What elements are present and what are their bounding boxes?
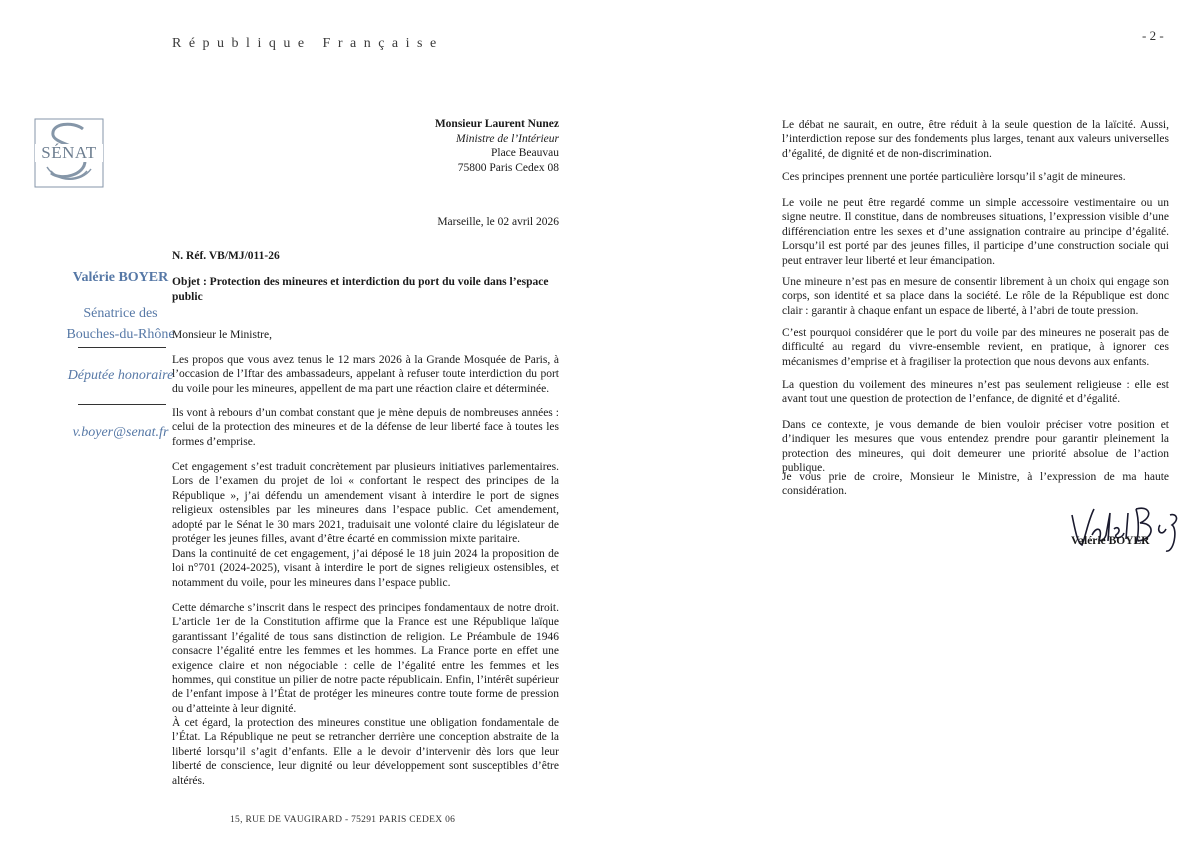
sender-honorary-title: Députée honoraire <box>67 368 174 383</box>
body-paragraph: À cet égard, la protection des mineures constitue une obligation fondamentale de l’État. La République ne peut se retrancher derrière une conception abstraite de la liberté lorsqu’il s’agit d’enfants. Elle a le devoir d’intervenir dès lors que leur liberté de conscience, leur dignité ou leur développement sont susceptibles d’être altérés. <box>172 717 559 787</box>
senat-logo-text: SÉNAT <box>35 144 103 162</box>
body-paragraph: Une mineure n’est pas en mesure de consentir librement à un choix qui engage son corps, son identité et sa place dans la société. Le rôle de la République est donc clair : garantir à chaque enfant un espace de liberté, à l’abri de toute pression. <box>782 276 1169 317</box>
letter-subject: Objet : Protection des mineures et interdiction du port du voile dans l’espace public <box>172 276 549 303</box>
body-paragraph: Le débat ne saurait, en outre, être réduit à la seule question de la laïcité. Aussi, l’interdiction repose sur des fondements plus larges, tenant aux valeurs universelles d’égalité, de dignité et de non-discrimination. <box>782 119 1169 160</box>
recipient-city: 75800 Paris Cedex 08 <box>457 161 559 174</box>
footer-address: 15, RUE DE VAUGIRARD - 75291 PARIS CEDEX 06 <box>230 815 456 825</box>
body-paragraph: Dans la continuité de cet engagement, j’ai déposé le 18 juin 2024 la proposition de loi n°701 (2024-2025), visant à interdire le port de signes religieux ostensibles, et notamment du voile, pour les mineures dans l’espace public. <box>172 548 559 589</box>
sender-name: Valérie BOYER <box>72 270 169 285</box>
body-paragraph: Cet engagement s’est traduit concrètement par plusieurs initiatives parlementaires. Lors de l’examen du projet de loi « confortant le respect des principes de la République », j’ai défendu un amendement visant à interdire le port de signes religieux ostensibles par les mineures dans l’espace public. Cet amendement, adopté par le Sénat le 30 mars 2021, traduisait une volonté claire du législateur de protéger les jeunes filles, avant d’être écarté en commission mixte paritaire. <box>172 461 559 546</box>
letterhead-title: République Française <box>172 36 444 51</box>
body-paragraph: Cette démarche s’inscrit dans le respect des principes fondamentaux de notre droit. L’article 1er de la Constitution affirme que la France est une République laïque garantissant l’égalité de tous sans distinction de religion. Le Préambule de 1946 consacre l’égalité entre les femmes et les hommes. La France porte en effet une exigence claire et non négociable : celle de l’égalité entre les femmes et les hommes, qui constitue un pilier de notre pacte républicain. Enfin, l’intérêt supérieur de l’enfant impose à l’État de protéger les mineures contre toute forme de pression ou d’atteinte à leur dignité. <box>172 602 559 715</box>
signature-name: Valérie BOYER <box>1071 535 1150 547</box>
body-paragraph: Les propos que vous avez tenus le 12 mars 2026 à la Grande Mosquée de Paris, à l’occasion de l’Iftar des ambassadeurs, appelant à refuser toute interdiction du port du voile pour les mineures, appellent de ma part une réaction claire et déterminée. <box>172 354 559 395</box>
handwritten-signature <box>1066 495 1186 557</box>
recipient-name: Monsieur Laurent Nunez <box>434 118 559 130</box>
sidebar-divider <box>78 404 166 405</box>
body-paragraph: Dans ce contexte, je vous demande de bien vouloir préciser votre position et d’indiquer les mesures que vous entendez prendre pour garantir pleinement la protection des mineures, qui doit demeurer une priorité absolue de l’action publique. <box>782 419 1169 475</box>
page-number: - 2 - <box>1142 28 1164 43</box>
salutation: Monsieur le Ministre, <box>172 329 272 341</box>
sender-role-line1: Sénatrice des <box>83 306 158 321</box>
recipient-street: Place Beauvau <box>490 147 559 159</box>
body-paragraph: Ces principes prennent une portée particulière lorsqu’il s’agit de mineures. <box>782 171 1126 183</box>
body-paragraph: Le voile ne peut être regardé comme un simple accessoire vestimentaire ou un signe neutre. Il constitue, dans de nombreuses situations, l’expression visible d’une différenciation entre les sexes et d’une assignation contraire au principe d’égalité. Lorsqu’il est porté par des jeunes filles, il participe d’une construction sociale qui peut entraver leur liberté et leur émancipation. <box>782 197 1169 267</box>
closing-formula: Je vous prie de croire, Monsieur le Ministre, à l’expression de ma haute considération. <box>782 471 1169 498</box>
letter-date: Marseille, le 02 avril 2026 <box>437 216 559 228</box>
sender-role-line2: Bouches-du-Rhône <box>66 327 175 342</box>
reference-number: N. Réf. VB/MJ/011-26 <box>172 250 280 262</box>
body-paragraph: C’est pourquoi considérer que le port du voile par des mineures ne poserait pas de difficulté au regard du vivre-ensemble revient, en pratique, à ignorer ces mécanismes d’emprise et à fragiliser la protection que nous devons aux enfants. <box>782 327 1169 368</box>
signature-graphic <box>1066 495 1186 557</box>
body-paragraph: La question du voilement des mineures n’est pas seulement religieuse : elle est avant tout une question de protection de l’enfance, de dignité et d’égalité. <box>782 379 1169 406</box>
recipient-address <box>400 117 559 175</box>
senat-logo <box>33 117 105 189</box>
body-paragraph: Ils vont à rebours d’un combat constant que je mène depuis de nombreuses années : celui de la protection des mineures et de la défense de leur liberté face à toutes les formes d’emprise. <box>172 407 559 448</box>
sender-email: v.boyer@senat.fr <box>72 425 169 440</box>
sidebar-divider <box>78 347 166 348</box>
recipient-title: Ministre de l’Intérieur <box>455 132 559 145</box>
